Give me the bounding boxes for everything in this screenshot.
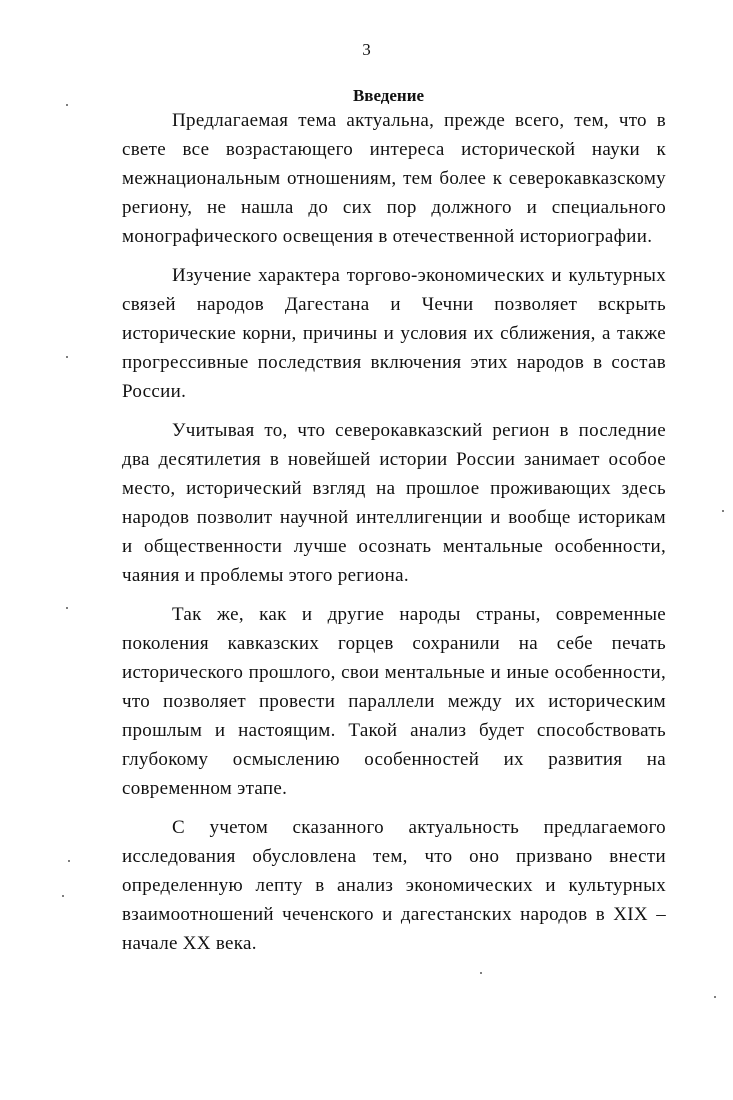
page-number: 3 (362, 40, 371, 59)
paragraph: С учетом сказанного актуальность предлагаемого исследования обусловлена тем, что оно призвано внести определенную лепту в анализ экономических и культурных взаимоотношений чеченского и дагестанских народов в XIX – начале XX века. (122, 817, 666, 954)
paragraph: Изучение характера торгово-экономических и культурных связей народов Дагестана и Чечни позволяет вскрыть исторические корни, причины и условия их сближения, а также прогрессивные последствия включения этих народов в состав России. (122, 265, 666, 402)
scan-speck (66, 607, 68, 609)
paragraph: Предлагаемая тема актуальна, прежде всего, тем, что в свете все возрастающего интереса исторической науки к межнациональным отношениям, тем более к северокавказскому региону, не нашла до сих пор должного и специального монографического освещения в отечественной историографии. (122, 110, 666, 247)
section-heading: Введение (352, 86, 425, 105)
scan-speck (66, 356, 68, 358)
paragraph: Учитывая то, что северокавказский регион в последние два десятилетия в новейшей истории России занимает особое место, исторический взгляд на прошлое проживающих здесь народов позволит научной интеллигенции и вообще историкам и общественности лучше осознать ментальные особенности, чаяния и проблемы этого региона. (122, 420, 666, 586)
scan-speck (68, 860, 70, 862)
scan-speck (714, 996, 716, 998)
scan-speck (722, 510, 724, 512)
scan-speck (480, 972, 482, 974)
scan-speck (62, 895, 64, 897)
scan-speck (66, 104, 68, 106)
document-body (122, 106, 666, 958)
paragraph: Так же, как и другие народы страны, современные поколения кавказских горцев сохранили на себе печать исторического прошлого, свои ментальные и иные особенности, что позволяет провести параллели между их историческим прошлым и настоящим. Такой анализ будет способствовать глубокому осмыслению особенностей их развития на современном этапе. (122, 604, 666, 799)
